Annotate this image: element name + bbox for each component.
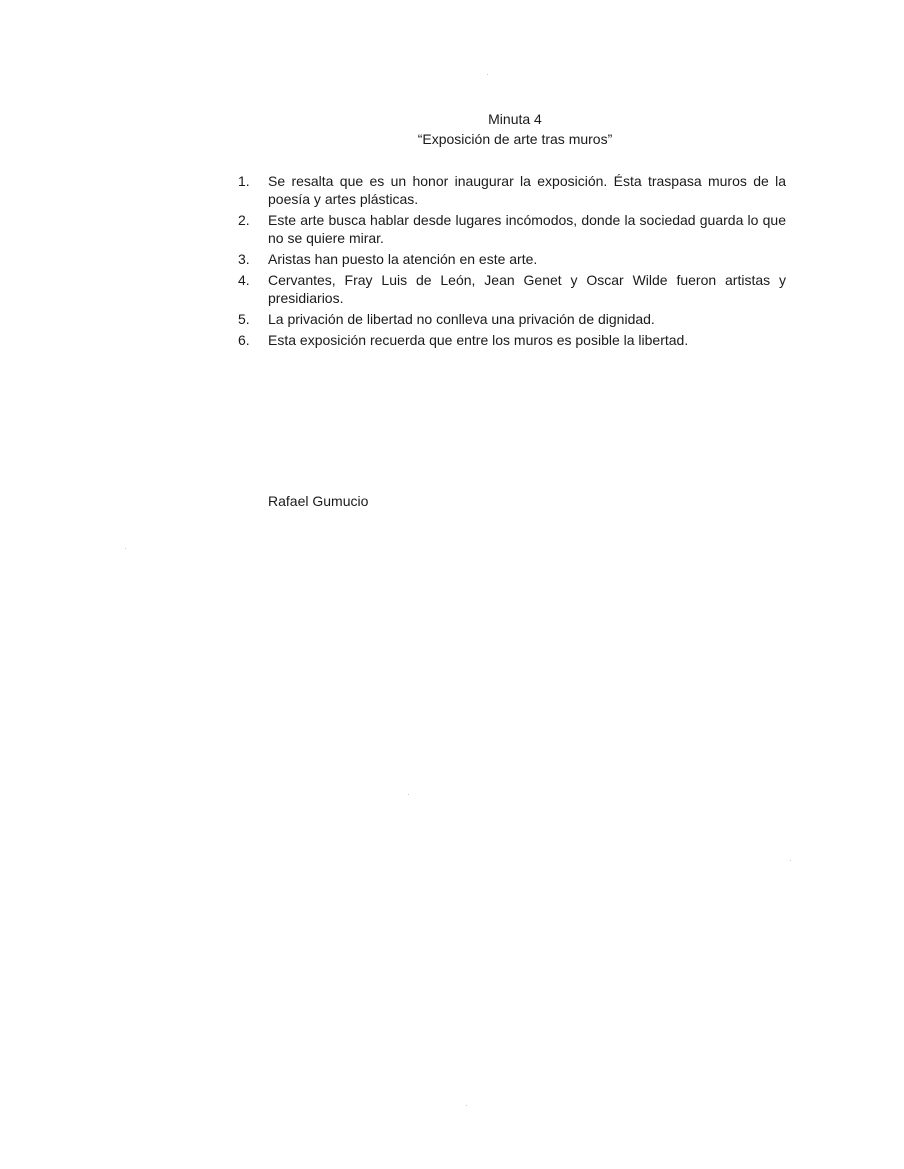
item-text: Cervantes, Fray Luis de León, Jean Genet y Oscar Wilde fueron artistas y presidiarios. <box>268 272 786 306</box>
item-number: 1. <box>238 173 250 189</box>
list-item <box>238 250 786 268</box>
scan-speck <box>487 74 488 75</box>
document-subtitle: “Exposición de arte tras muros” <box>417 131 613 147</box>
minute-items-list <box>238 172 786 352</box>
item-number: 4. <box>238 272 250 288</box>
item-text: Se resalta que es un honor inaugurar la exposición. Ésta traspasa muros de la poesía y artes plásticas. <box>268 173 786 207</box>
item-text: La privación de libertad no conlleva una privación de dignidad. <box>268 311 655 327</box>
list-item <box>238 172 786 208</box>
document-title: Minuta 4 <box>488 111 542 127</box>
item-number: 3. <box>238 251 250 267</box>
scan-speck <box>125 548 126 549</box>
scan-speck <box>408 794 409 795</box>
list-item <box>238 271 786 307</box>
list-item <box>238 310 786 328</box>
signature: Rafael Gumucio <box>268 493 369 509</box>
item-text: Aristas han puesto la atención en este arte. <box>268 251 538 267</box>
list-item <box>238 331 786 349</box>
scan-speck <box>790 860 791 861</box>
item-number: 5. <box>238 311 250 327</box>
item-text: Esta exposición recuerda que entre los muros es posible la libertad. <box>268 332 689 348</box>
list-item <box>238 211 786 247</box>
item-number: 6. <box>238 332 250 348</box>
scan-speck <box>466 1105 467 1106</box>
item-text: Este arte busca hablar desde lugares incómodos, donde la sociedad guarda lo que no se quiere mirar. <box>268 212 786 246</box>
item-number: 2. <box>238 212 250 228</box>
